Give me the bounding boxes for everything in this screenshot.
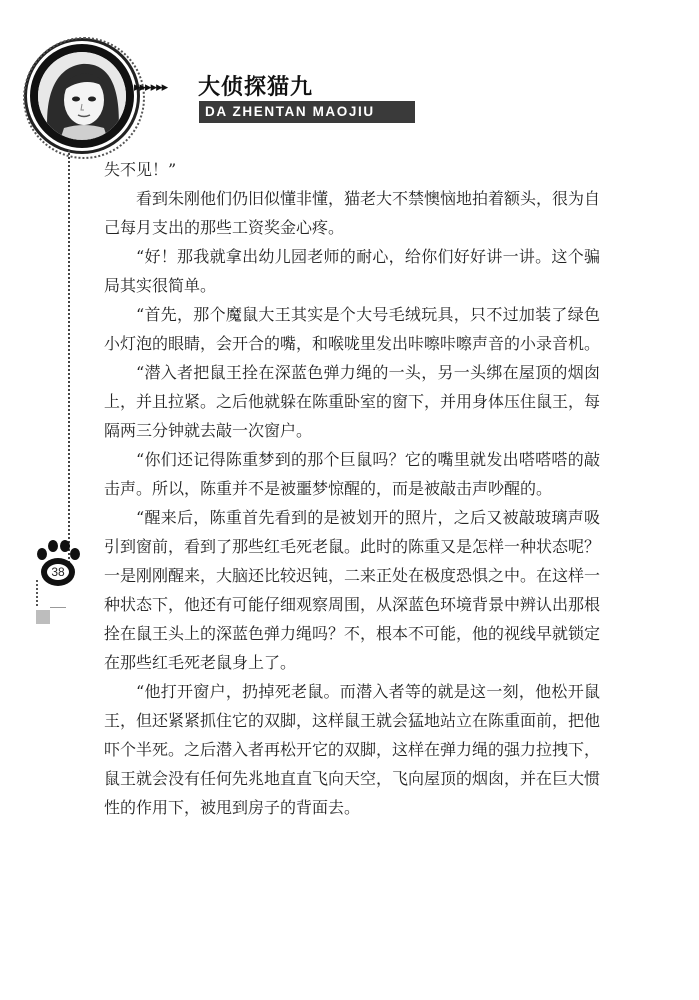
- marker-line: [50, 607, 66, 609]
- paragraph: “好！那我就拿出幼儿园老师的耐心，给你们好好讲一讲。这个骗局其实很简单。: [104, 247, 600, 295]
- character-avatar-frame: [30, 44, 134, 148]
- gray-square-marker: [36, 610, 50, 624]
- header-arrows: ▸▸▸▸▸▸: [134, 80, 168, 95]
- series-subtitle: DA ZHENTAN MAOJIU: [199, 101, 415, 123]
- paragraph: “他打开窗户，扔掉死老鼠。而潜入者等的就是这一刻，他松开鼠王，但还紧紧抓住它的双脚，这样鼠王就会猛地站立在陈重面前，把他吓个半死。之后潜入者再松开它的双脚，这样在弹力绳的强力拉拽下，鼠王就会没有任何先兆地直直飞向天空，飞向屋顶的烟囱，并在巨大惯性的作用下，被甩到房子的背面去。: [104, 682, 601, 817]
- paragraph: “首先，那个魔鼠大王其实是个大号毛绒玩具，只不过加装了绿色小灯泡的眼睛，会开合的嘴，和喉咙里发出咔嚓咔嚓声音的小录音机。: [104, 305, 601, 353]
- girl-portrait-icon: [38, 52, 126, 140]
- paragraph: “你们还记得陈重梦到的那个巨鼠吗？它的嘴里就发出嗒嗒嗒的敲击声。所以，陈重并不是被噩梦惊醒的，而是被敲击声吵醒的。: [104, 450, 600, 498]
- margin-dotted-rule: [68, 150, 70, 570]
- paragraph: 看到朱刚他们仍旧似懂非懂，猫老大不禁懊恼地拍着额头，很为自己每月支出的那些工资奖金心疼。: [104, 189, 601, 237]
- page-number: 38: [51, 565, 65, 579]
- series-title: 大侦探猫九: [198, 75, 314, 100]
- character-avatar: [38, 52, 126, 140]
- paragraph: 失不见！”: [104, 160, 177, 179]
- body-text: [104, 155, 600, 822]
- paragraph: “醒来后，陈重首先看到的是被划开的照片，之后又被敲玻璃声吸引到窗前，看到了那些红毛死老鼠。此时的陈重又是怎样一种状态呢？一是刚刚醒来，大脑还比较迟钝，二来正处在极度恐惧之中。在这样一种状态下，他还有可能仔细观察周围，从深蓝色环境背景中辨认出那根拴在鼠王头上的深蓝色弹力绳吗？不，根本不可能，他的视线早就锁定在那些红毛死老鼠身上了。: [104, 508, 601, 672]
- paragraph: “潜入者把鼠王拴在深蓝色弹力绳的一头，另一头绑在屋顶的烟囱上，并且拉紧。之后他就躲在陈重卧室的窗下，并用身体压住鼠王，每隔两三分钟就去敲一次窗户。: [104, 363, 601, 440]
- lower-dotted-rule: [36, 580, 40, 606]
